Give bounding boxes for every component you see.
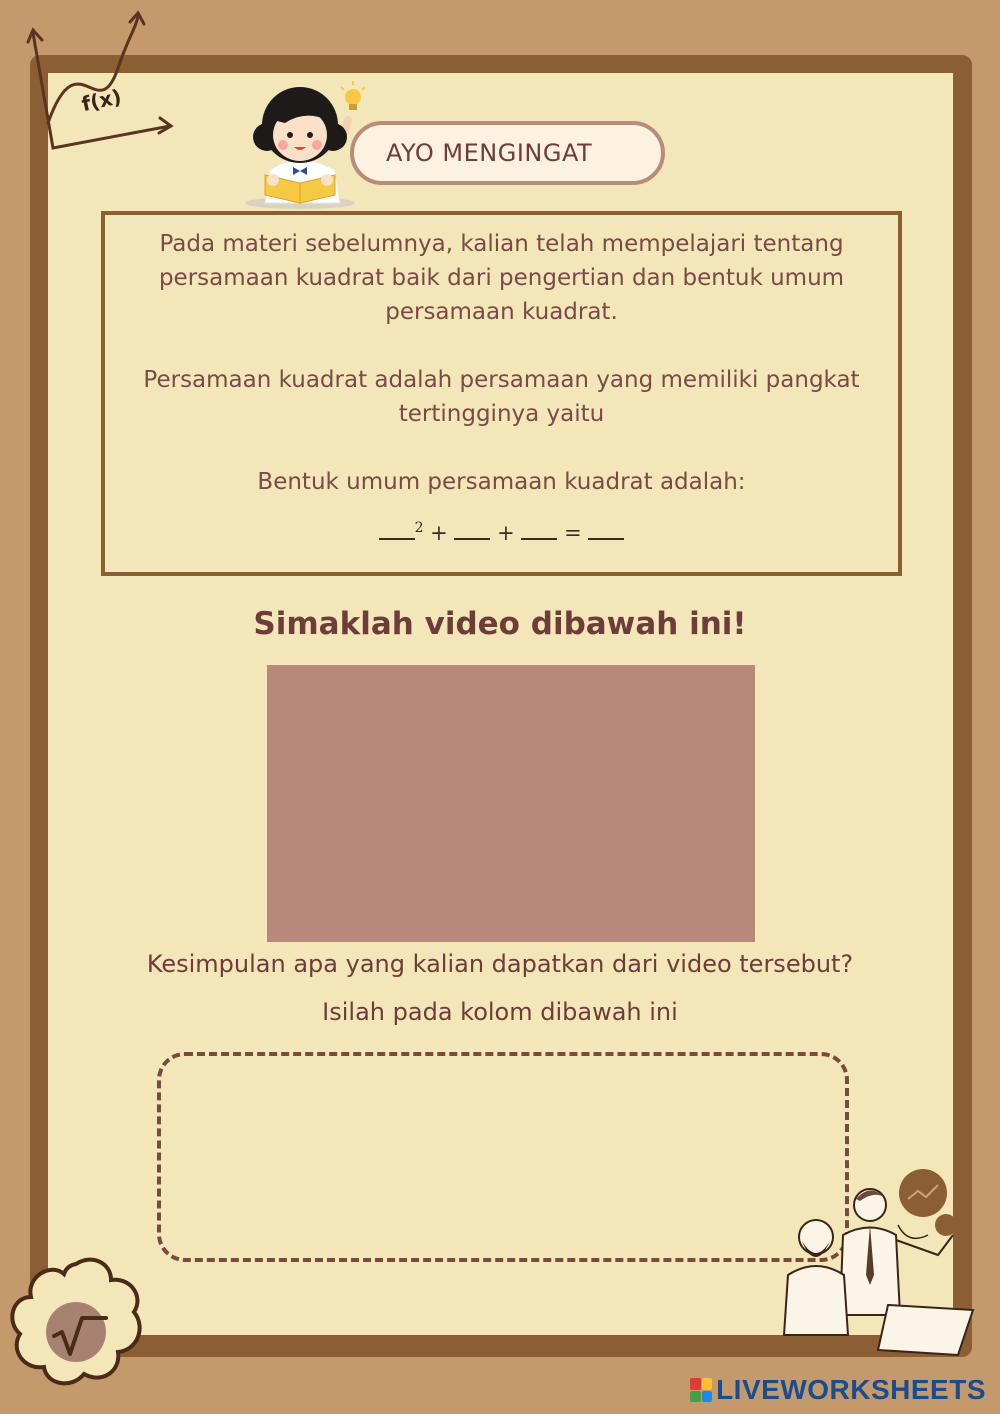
formula-equals: = <box>564 521 582 545</box>
square-root-icon <box>6 1252 146 1392</box>
blank-input-result[interactable] <box>588 520 624 540</box>
formula-plus: + <box>430 521 448 545</box>
general-form-formula <box>105 511 898 550</box>
recall-paragraph-3: Bentuk umum persamaan kuadrat adalah: <box>257 469 746 495</box>
girl-reading-illustration <box>245 75 365 210</box>
video-heading: Simaklah video dibawah ini! <box>253 606 747 642</box>
video-embed[interactable] <box>267 665 755 942</box>
conclusion-question: Kesimpulan apa yang kalian dapatkan dari video tersebut? <box>146 950 854 978</box>
blank-input-a[interactable] <box>379 520 415 540</box>
recall-paragraph-2: Persamaan kuadrat adalah persamaan yang memiliki pangkat tertingginya yaitu <box>143 367 860 427</box>
recall-box <box>101 211 902 576</box>
blank-input-c[interactable] <box>521 520 557 540</box>
fx-label: f(x) <box>79 84 124 117</box>
logo-mark-icon <box>690 1378 712 1402</box>
lightbulb-icon <box>341 81 365 110</box>
formula-plus: + <box>497 521 515 545</box>
section-title: AYO MENGINGAT <box>350 121 665 185</box>
liveworksheets-logo[interactable] <box>690 1374 986 1406</box>
logo-text: LIVEWORKSHEETS <box>716 1374 986 1405</box>
blank-input-b[interactable] <box>454 520 490 540</box>
conclusion-instruction: Isilah pada kolom dibawah ini <box>322 998 678 1026</box>
recall-paragraph-1: Pada materi sebelumnya, kalian telah mempelajari tentang persamaan kuadrat baik dari pengertian dan bentuk umum persamaan kuadrat. <box>158 231 845 325</box>
answer-textbox[interactable] <box>157 1052 849 1262</box>
formula-exponent: 2 <box>414 520 424 536</box>
function-graph-icon <box>18 8 178 158</box>
scientists-illustration <box>778 1165 978 1360</box>
